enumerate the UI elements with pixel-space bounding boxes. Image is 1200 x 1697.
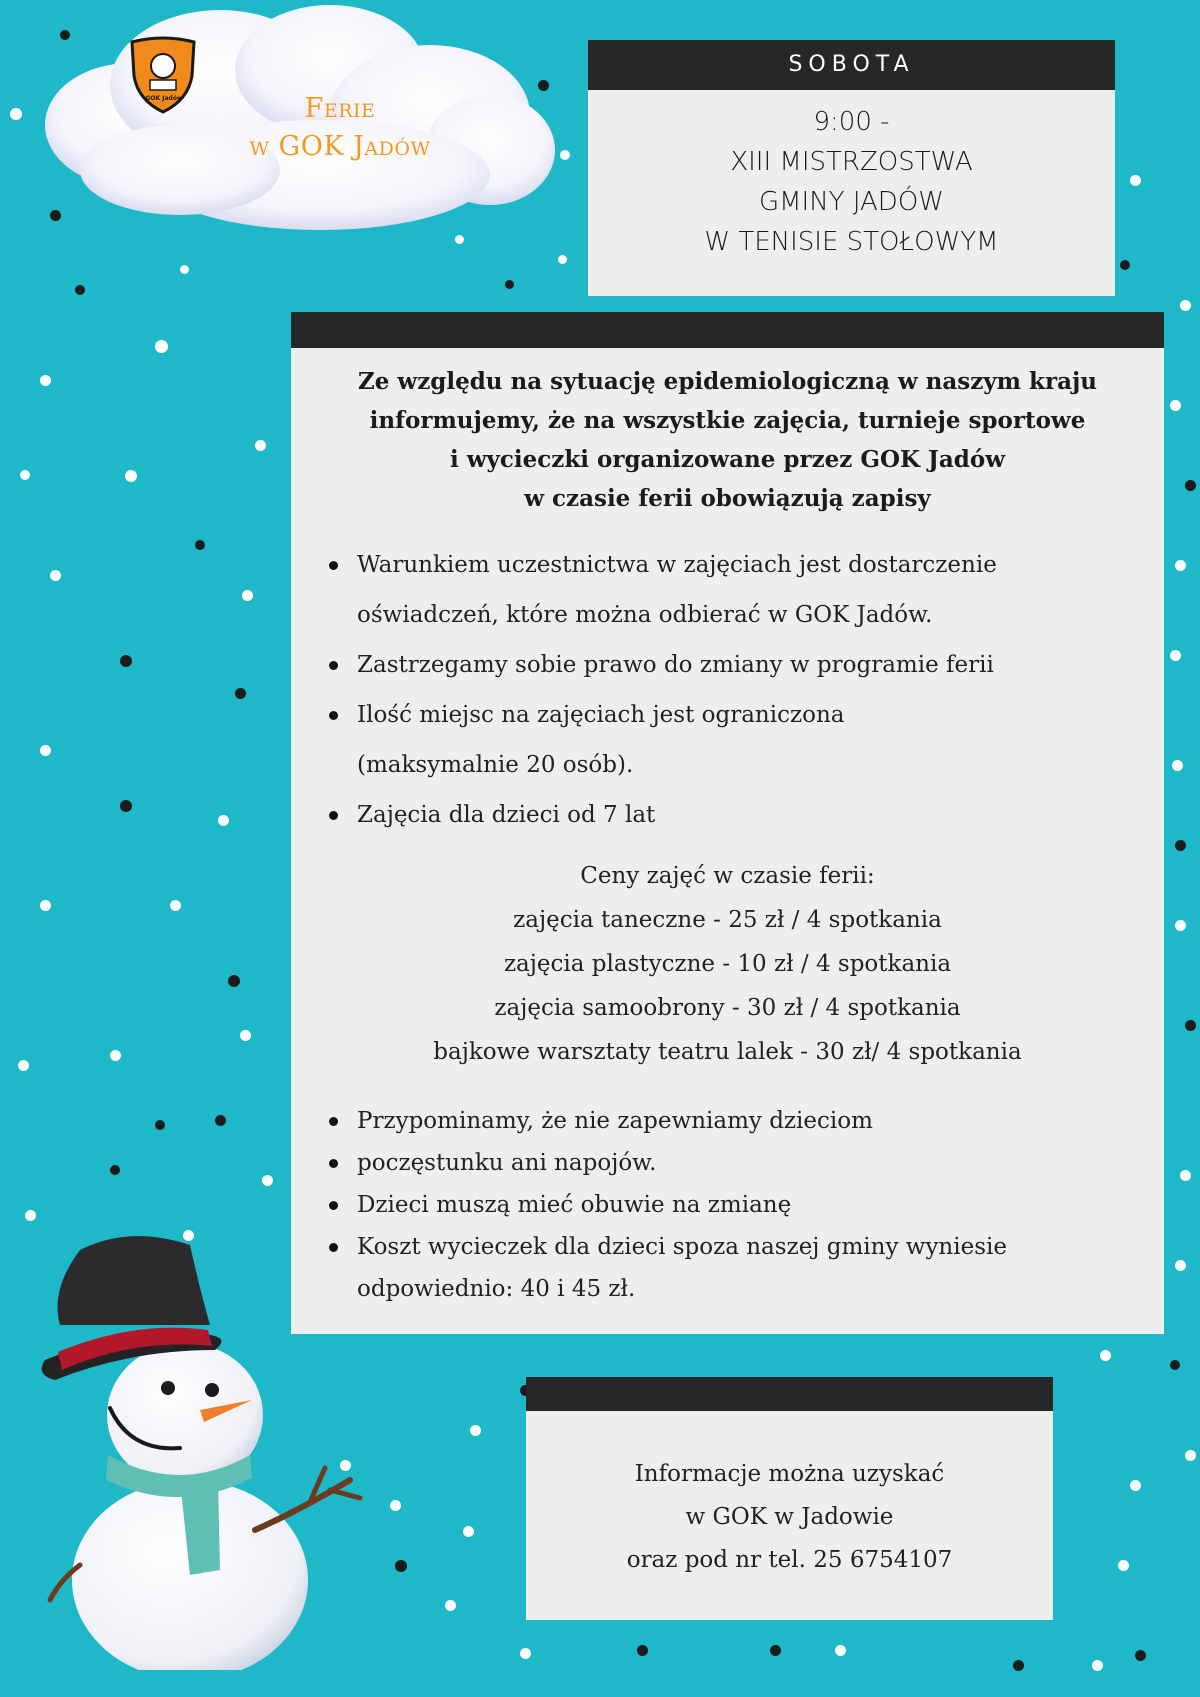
snow-dot <box>255 440 266 451</box>
snow-dot <box>228 975 240 987</box>
snow-dot <box>1100 1350 1111 1361</box>
snow-dot <box>110 1165 120 1175</box>
snow-dot <box>262 1175 273 1186</box>
heading-line: informujemy, że na wszystkie zajęcia, turnieje sportowe <box>369 407 1086 434</box>
list-item <box>327 1226 1154 1310</box>
price-line: bajkowe warsztaty teatru lalek - 30 zł/ 4 spotkania <box>433 1039 1022 1065</box>
heading-line: w czasie ferii obowiązują zapisy <box>524 485 931 512</box>
snow-dot <box>20 470 30 480</box>
main-info-panel <box>291 312 1164 1334</box>
snow-dot <box>395 1560 407 1572</box>
gok-logo-icon <box>126 36 200 114</box>
snow-dot <box>1130 175 1141 186</box>
list-item <box>327 640 1154 690</box>
logo-text: GOK Jadów <box>145 95 183 102</box>
list-item <box>327 790 1154 840</box>
snow-dot <box>215 1115 226 1126</box>
snow-dot <box>120 655 132 667</box>
snow-dot <box>1185 1450 1196 1461</box>
snow-dot <box>770 1645 781 1656</box>
snow-dot <box>445 1600 456 1611</box>
list-item <box>327 540 1154 640</box>
list-item-text: Zastrzegamy sobie prawo do zmiany w programie ferii <box>357 652 994 678</box>
snow-dot <box>1175 920 1186 931</box>
contact-phone: oraz pod nr tel. 25 6754107 <box>626 1547 953 1573</box>
list-item-text: odpowiednio: 40 i 45 zł. <box>357 1276 636 1302</box>
snow-dot <box>1130 1480 1141 1491</box>
snow-dot <box>75 285 85 295</box>
snow-dot <box>1120 260 1130 270</box>
snow-dot <box>110 1050 121 1061</box>
snow-dot <box>1175 840 1186 851</box>
list-item <box>327 690 1154 790</box>
snow-dot <box>835 1645 846 1656</box>
snow-dot <box>40 375 51 386</box>
snow-dot <box>1185 480 1196 491</box>
list-item-text: Przypominamy, że nie zapewniamy dzieciom <box>357 1108 873 1134</box>
snow-dot <box>25 1210 36 1221</box>
snow-dot <box>1092 1660 1103 1671</box>
snow-dot <box>218 815 229 826</box>
snow-dot <box>470 1425 481 1436</box>
snow-dot <box>1170 650 1181 661</box>
sobota-line: GMINY JADÓW <box>758 187 945 217</box>
snow-dot <box>155 340 168 353</box>
snowman-icon <box>40 1230 370 1670</box>
list-item-text: (maksymalnie 20 osób). <box>357 752 634 778</box>
snow-dot <box>240 1030 251 1041</box>
sobota-line: W TENISIE STOŁOWYM <box>704 227 999 257</box>
snow-dot <box>637 1645 648 1656</box>
rules-list <box>327 540 1154 840</box>
snow-dot <box>125 470 137 482</box>
snow-dot <box>40 745 51 756</box>
prices-title: Ceny zajęć w czasie ferii: <box>580 863 875 889</box>
snow-dot <box>505 280 514 289</box>
snow-dot <box>18 1060 29 1071</box>
sobota-event <box>588 102 1115 262</box>
list-item <box>327 1184 1154 1226</box>
main-heading <box>311 362 1144 518</box>
contact-line: Informacje można uzyskać <box>634 1461 945 1487</box>
cloud-title <box>215 90 465 166</box>
snow-dot <box>1180 1170 1191 1181</box>
snow-dot <box>50 570 61 581</box>
list-item-text: Ilość miejsc na zajęciach jest ograniczona <box>357 702 845 728</box>
price-line: zajęcia samoobrony - 30 zł / 4 spotkania <box>494 995 961 1021</box>
list-item-text: Koszt wycieczek dla dzieci spoza naszej gminy wyniesie <box>357 1234 1007 1260</box>
snow-dot <box>463 1526 474 1537</box>
prices-section <box>291 854 1164 1074</box>
sobota-panel <box>588 40 1115 296</box>
list-item <box>327 1142 1154 1184</box>
snow-dot <box>520 1648 531 1659</box>
snow-dot <box>558 255 567 264</box>
heading-line: i wycieczki organizowane przez GOK Jadów <box>449 446 1006 473</box>
snow-dot <box>155 1120 165 1130</box>
list-item-text: oświadczeń, które można odbierać w GOK Jadów. <box>357 602 933 628</box>
snow-dot <box>1172 760 1183 771</box>
list-item-text: Zajęcia dla dzieci od 7 lat <box>357 802 656 828</box>
snow-dot <box>242 590 253 601</box>
sobota-day: SOBOTA <box>588 40 1115 90</box>
price-line: zajęcia plastyczne - 10 zł / 4 spotkania <box>503 951 952 977</box>
heading-line: Ze względu na sytuację epidemiologiczną w naszym kraju <box>357 368 1098 395</box>
snow-dot <box>390 1500 401 1511</box>
list-item-text: Warunkiem uczestnictwa w zajęciach jest dostarczenie <box>357 552 997 578</box>
snow-dot <box>1175 1260 1186 1271</box>
price-line: zajęcia taneczne - 25 zł / 4 spotkania <box>513 907 942 933</box>
list-item-text: poczęstunku ani napojów. <box>357 1150 657 1176</box>
snow-dot <box>1170 1360 1180 1370</box>
snow-dot <box>1118 1560 1129 1571</box>
snow-dot <box>170 900 181 911</box>
snow-dot <box>180 265 189 274</box>
snow-dot <box>1180 300 1191 311</box>
snow-dot <box>1185 1020 1196 1031</box>
title-line-2: w GOK Jadów <box>249 131 431 162</box>
list-item-text: Dzieci muszą mieć obuwie na zmianę <box>357 1192 792 1218</box>
title-line-1: Ferie <box>304 93 376 124</box>
list-item <box>327 1100 1154 1142</box>
snow-dot <box>40 900 51 911</box>
snow-dot <box>1013 1660 1024 1671</box>
contact-panel <box>526 1377 1053 1620</box>
contact-panel-bar <box>526 1377 1053 1411</box>
snow-dot <box>120 800 132 812</box>
snow-dot <box>235 688 246 699</box>
snow-dot <box>1175 560 1186 571</box>
snow-dot <box>1135 1650 1146 1661</box>
reminders-list <box>327 1100 1154 1310</box>
main-panel-bar <box>291 312 1164 348</box>
sobota-line: 9:00 - <box>813 107 890 137</box>
contact-text <box>526 1453 1053 1582</box>
snow-dot <box>195 540 205 550</box>
snow-dot <box>1170 400 1181 411</box>
sobota-line: XIII MISTRZOSTWA <box>730 147 973 177</box>
contact-line: w GOK w Jadowie <box>685 1504 894 1530</box>
